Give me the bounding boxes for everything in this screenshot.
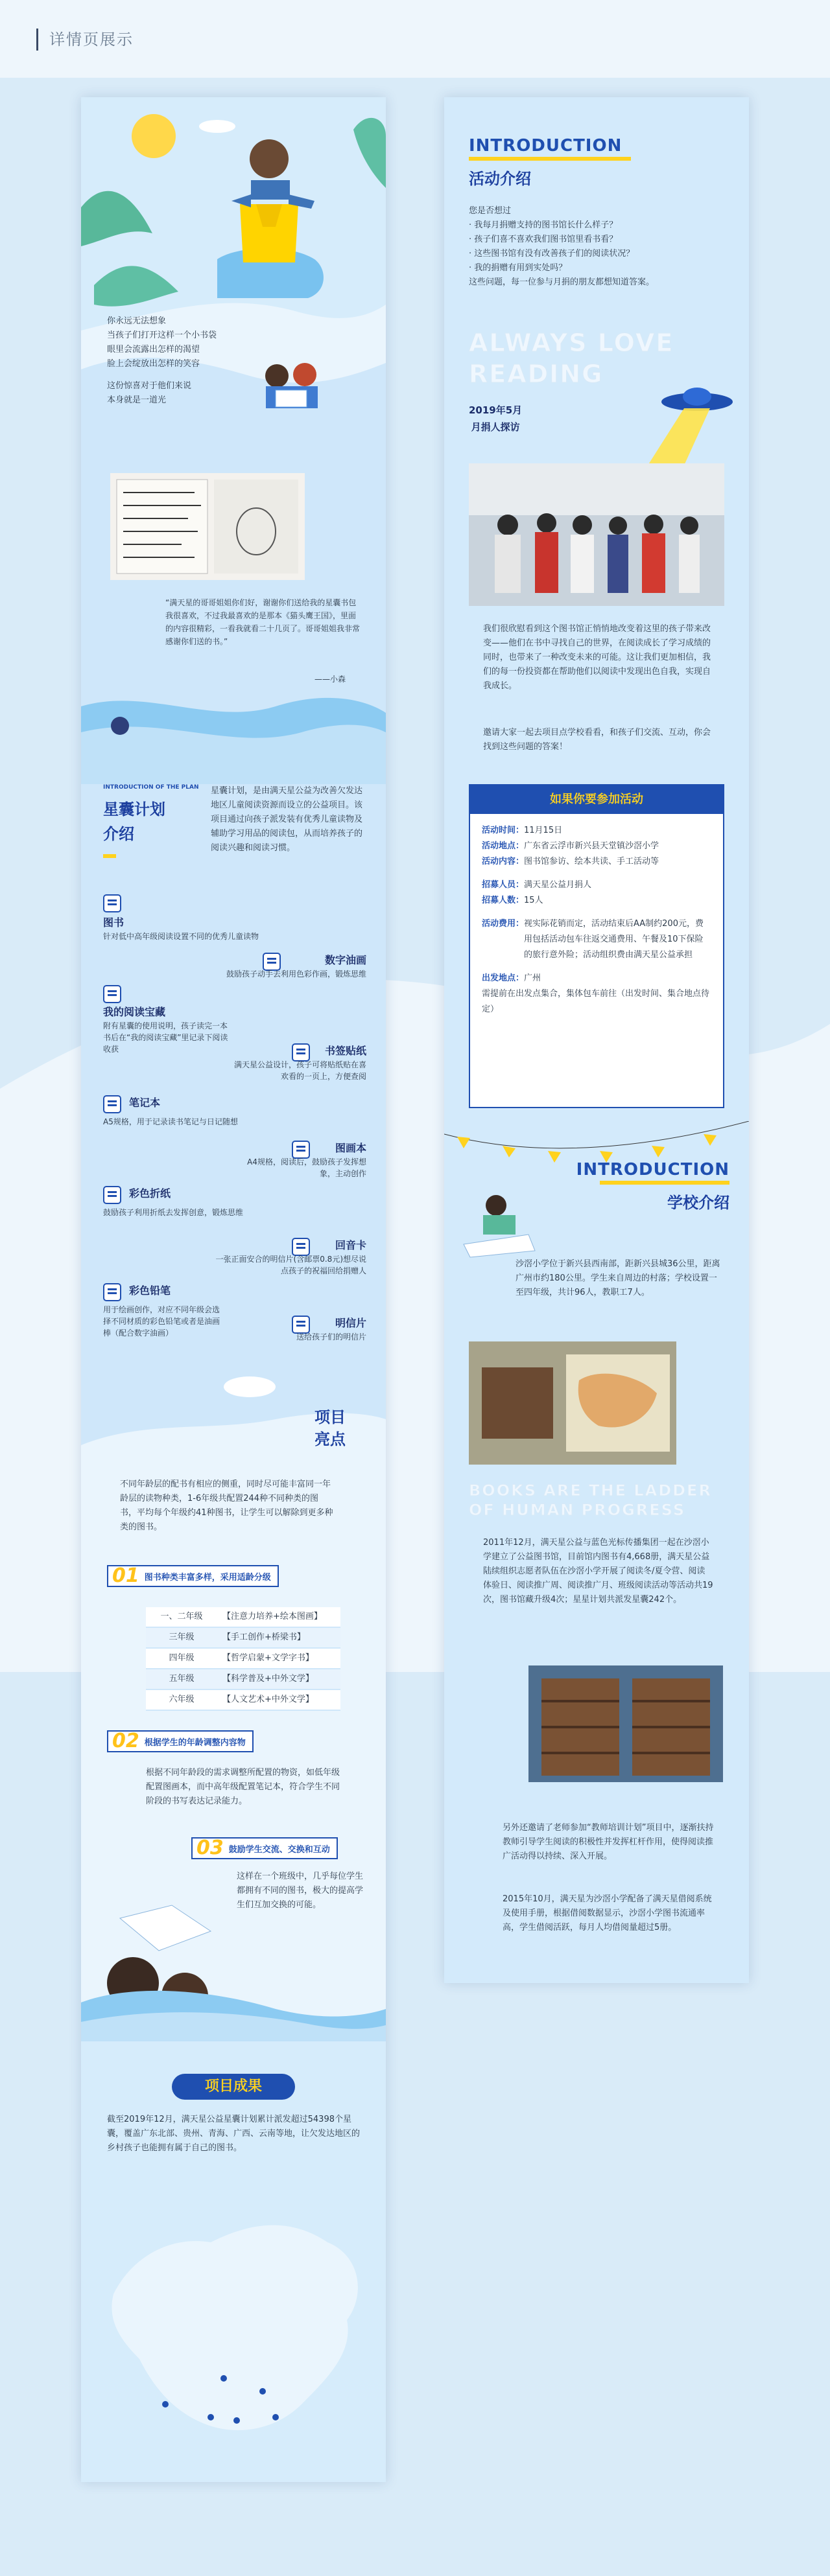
highlight-title-line: 项目 (314, 1408, 346, 1426)
left-detail-panel (81, 97, 386, 2482)
page-title: 详情页展示 (49, 30, 134, 49)
location-pin-icon (162, 2401, 169, 2408)
highlights-description: 不同年龄层的配书有相应的侧重，同时尽可能丰富同一年龄层的读物种类，1-6年级共配置244种不同种类的图书，平均每个年级约41种图书，让学生可以解除到更多种类的图书。 (120, 1479, 333, 1532)
location-pin-icon (272, 2414, 279, 2420)
question-line: · 我每月捐赠支持的图书馆长什么样子？ (469, 220, 618, 230)
results-description: 截至2019年12月，满天星公益星囊计划累计派发超过54398个星囊，覆盖广东北部、贵州、青海、广西、云南等地，让欠发达地区的乡村孩子也能拥有属于自己的图书。 (107, 2115, 361, 2153)
ghost-text-reading (469, 327, 674, 389)
highlights-title (314, 1406, 346, 1450)
feature-notebook-desc: A5规格，用于记录读书笔记与日记随想 (103, 1117, 238, 1126)
point2-description: 根据不同年龄段的需求调整所配置的物资，如低年级配置图画本，而中高年级配置笔记本，符合学生不同阶段的书写表达记录能力。 (146, 1768, 340, 1806)
school-header-bar (600, 1181, 729, 1185)
right-detail-panel (444, 97, 749, 1983)
join-info-box: 如果你要参加活动 活动时间：11月15日 活动地点：广东省云浮市新兴县天堂镇沙滘小学 活动内容：图书馆参访、绘本共读、手工活动等 招募人员：满天星公益月捐人 招募人数：15人 活动费用： 视实际花销而定，活动结束后AA制约200元，费用包括活动包车往返交通费用、午餐及10下保险的旅行意外险；活动组织费由满天星公益承担 出发地点：广州 需提前在出发点集合，集体包车前往（出发时间、集合地点待定） (469, 784, 724, 1108)
intro-line: 这份惊喜对于他们来说 (107, 381, 192, 391)
table-row: 四年级 【哲学启蒙+文学字书】 (146, 1648, 340, 1669)
activity-header (469, 136, 631, 189)
plan-title-line: 星囊计划 (103, 800, 165, 818)
question-line: · 孩子们喜不喜欢我们图书馆里看书看？ (469, 235, 618, 244)
location-pin-icon (220, 2375, 227, 2382)
point3-description: 这样在一个班级中，几乎每位学生都拥有不同的图书，极大的提高学生们互加交换的可能。 (237, 1872, 364, 1910)
feature-treasure: 我的阅读宝藏 附有星囊的使用说明，孩子读完一本书后在“我的阅读宝藏”里记录下阅读收获 (103, 1006, 228, 1054)
location-pin-icon (259, 2388, 266, 2395)
china-map (94, 2197, 373, 2456)
feature-painting: 数字油画 鼓励孩子动手去利用色彩作画，锻炼思维 (226, 954, 366, 979)
grade-table (146, 1607, 340, 1711)
treasure-icon (103, 985, 121, 1003)
sun-icon (132, 114, 176, 158)
intro-line: 眼里会流露出怎样的渴望 (107, 345, 200, 354)
intro-line: 你永远无法想象 (107, 316, 167, 326)
school-header-cn: 学校介绍 (667, 1194, 729, 1212)
intro-line: 当孩子们打开这样一个小书袋 (107, 331, 217, 340)
join-info-title: 如果你要参加活动 (470, 785, 723, 814)
letter-photo (110, 473, 305, 580)
point-tag-2: 02 根据学生的年龄调整内容物 (107, 1730, 254, 1752)
school-header-en: INTRODUCTION (576, 1160, 729, 1179)
visit-invitation: 邀请大家一起去项目点学校看看，和孩子们交流、互动，你会找到这些问题的答案！ (483, 728, 711, 752)
plan-accent (103, 854, 116, 858)
location-pin-icon (233, 2417, 240, 2424)
activity-header-bar (469, 157, 631, 161)
question-line: · 这些图书馆有没有改善孩子们的阅读状况？ (469, 249, 635, 259)
question-line: · 我的捐赠有用到实处吗？ (469, 263, 567, 273)
school-2015: 2015年10月，满天星为沙滘小学配备了满天星借阅系统及使用手册，根据借阅数据显示，沙滘小学图书流通率高，学生借阅活跃，每月人均借阅量超过5册。 (503, 1894, 712, 1932)
activity-questions (469, 204, 728, 290)
top-bar (0, 0, 830, 78)
question-line: 这些问题，每一位参与月捐的朋友都想知道答案。 (469, 277, 655, 287)
feature-bookmark: 书签贴纸 满天星公益设计，孩子可将贴纸贴在喜欢看的一页上，方便查阅 (233, 1045, 366, 1081)
feature-books: 图书 针对低中高年级阅读设置不同的优秀儿童读物 (103, 916, 259, 941)
question-line: 您是否想过 (469, 206, 512, 216)
school-photo (469, 1341, 676, 1465)
visit-heading (469, 402, 522, 435)
plan-description: 星囊计划，是由满天星公益为改善欠发达地区儿童阅读资源而设立的公益项目。该项目通过向孩子派发装有优秀儿童读物及辅助学习用品的阅读包，从而培养孩子的阅读兴趣和阅读习惯。 (211, 786, 363, 853)
intro-line: 本身就是一道光 (107, 395, 167, 405)
location-pin-icon (208, 2414, 214, 2420)
wave-divider (81, 680, 386, 784)
visit-description: 我们很欣慰看到这个图书馆正悄悄地改变着这里的孩子带来改变——他们在书中寻找自己的世界，在阅读成长了学习成绩的同时，也带来了一种改变未来的可能。这让我们更加相信，我们的每一份投资都在帮助他们以阅读中发现出色自我，实现自我成长。 (483, 624, 711, 691)
activity-header-en: INTRODUCTION (469, 136, 622, 156)
letter-quote: “满天星的哥哥姐姐你们好，谢谢你们送给我的星囊书包我很喜欢，不过我最喜欢的是那本《猫头鹰王国》，里面的内容很精彩，一看我就看二十几页了。哥哥姐姐我非常感谢你们送的书。” (165, 598, 361, 646)
table-row: 一、二年级 【注意力培养+绘本图画】 (146, 1607, 340, 1627)
ghost-text-books (469, 1481, 712, 1520)
activity-header-cn: 活动介绍 (469, 170, 531, 188)
table-row: 五年级 【科学普及+中外文学】 (146, 1669, 340, 1689)
feature-origami: 彩色折纸 (129, 1187, 171, 1200)
letter-signature: ——小森 (314, 675, 346, 684)
feature-postcard: 明信片 送给孩子们的明信片 (296, 1317, 366, 1341)
results-title: 项目成果 (172, 2074, 295, 2100)
feature-drawing: 图画本 A4规格，阅读后，鼓励孩子发挥想象，主动创作 (247, 1142, 366, 1178)
feature-pencils-desc: 用于绘画创作，对应不同年级会选择不同材质的彩色铅笔或者是油画棒（配合数字油画） (103, 1305, 220, 1338)
highlight-title-line: 亮点 (314, 1430, 346, 1448)
visit-photo (469, 463, 724, 606)
ghost-line: READING (469, 360, 604, 388)
library-photo (528, 1665, 723, 1782)
plan-small-heading: INTRODUCTION OF THE PLAN (103, 784, 199, 791)
feature-origami-desc: 鼓励孩子利用折纸去发挥创意，锻炼思维 (103, 1208, 244, 1217)
intro-line: 脸上会绽放出怎样的笑容 (107, 359, 200, 369)
ghost-line: BOOKS ARE THE LADDER (469, 1481, 712, 1500)
intro-poem (107, 314, 256, 408)
feature-notebook: 笔记本 (129, 1097, 161, 1109)
table-row: 三年级 【手工创作+桥梁书】 (146, 1627, 340, 1648)
title-accent-bar (36, 29, 38, 51)
school-header (567, 1160, 729, 1213)
reading-kids-illustration (81, 1892, 386, 2041)
plan-title (103, 797, 165, 846)
book-icon (103, 894, 121, 912)
feature-echo-card: 回音卡 一张正面安合的明信片(含邮票0.8元)想尽说点孩子的祝福回给捐赠人 (215, 1239, 366, 1275)
visit-title: 月捐人探访 (471, 421, 520, 433)
teacher-training: 另外还邀请了老师参加“教师培训计划”项目中，逐渐扶持教师引导学生阅读的积极性并发挥杠杆作用，使得阅读推广活动得以持续、深入开展。 (503, 1823, 714, 1861)
school-description: 沙滘小学位于新兴县西南部，距新兴县城36公里，距离广州市约180公里。学生来自周边的村落；学校设置一至四年级，共计96人，教职工7人。 (516, 1259, 720, 1297)
feature-pencils: 彩色铅笔 (129, 1284, 171, 1297)
ghost-line: OF HUMAN PROGRESS (469, 1501, 686, 1519)
point-tag-1: 01 图书种类丰富多样，采用适龄分级 (107, 1565, 279, 1587)
point-tag-3: 03 鼓励学生交流、交换和互动 (191, 1837, 338, 1859)
plan-title-line: 介绍 (103, 825, 134, 843)
table-row: 六年级 【人文艺术+中外文学】 (146, 1689, 340, 1710)
school-history: 2011年12月，满天星公益与蓝色光标传播集团一起在沙滘小学建立了公益图书馆，目前馆内图书有4,668册，满天星公益陆续组织志愿者队伍在沙滘小学开展了阅读冬/夏令营、阅读体验日、阅读推广周、阅读推广月、班级阅读活动等活动共19次，图书馆藏升级4次；星星计划共派发星囊242个。 (483, 1538, 713, 1605)
ghost-line: ALWAYS LOVE (469, 329, 674, 357)
visit-date: 2019年5月 (469, 404, 523, 416)
